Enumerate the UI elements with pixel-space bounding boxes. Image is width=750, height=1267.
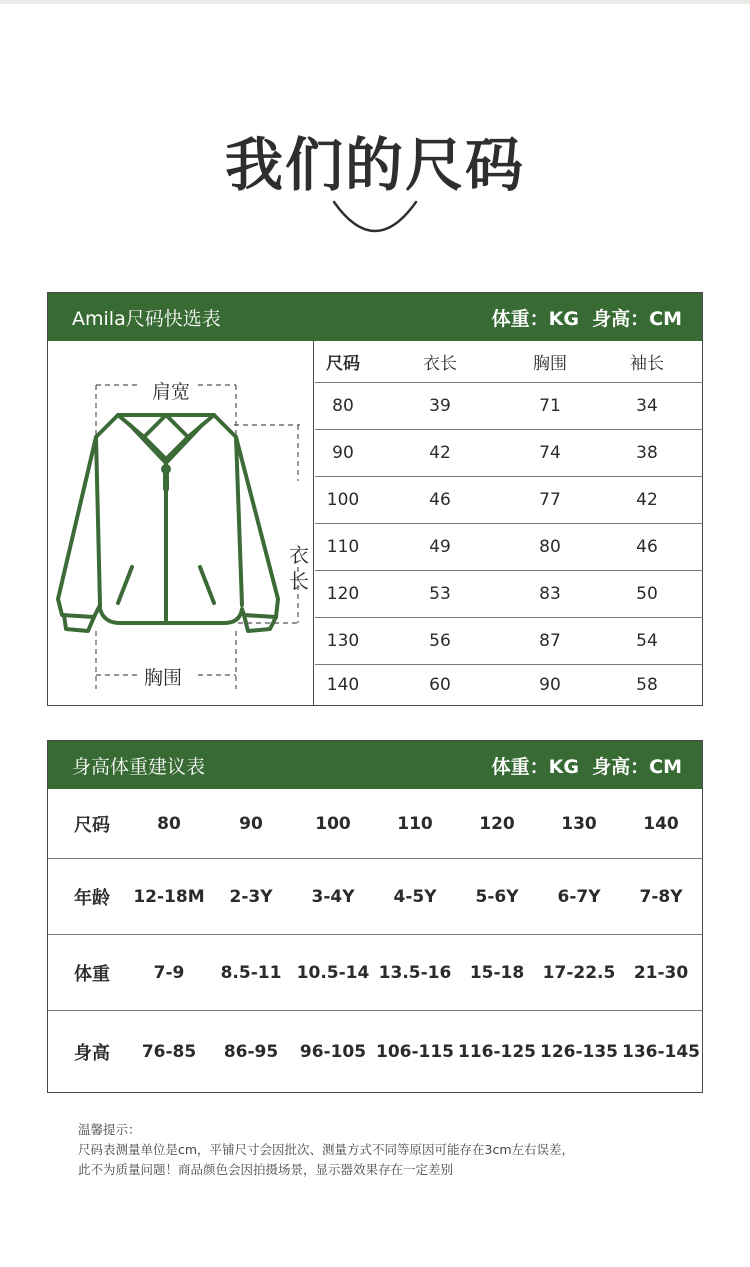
cell-length: 46 — [429, 490, 451, 510]
page-title: 我们的尺码 — [224, 131, 525, 199]
row-label: 体重 — [74, 963, 110, 985]
table-row — [315, 383, 703, 430]
col-size: 尺码 — [326, 354, 360, 374]
cell-value: 116-125 — [457, 1041, 537, 1062]
table-row — [315, 618, 703, 665]
cell-value: 8.5-11 — [220, 962, 282, 983]
cell-sleeve: 42 — [636, 490, 658, 510]
table-row — [48, 935, 702, 1011]
cell-size: 100 — [326, 490, 360, 510]
cell-sleeve: 58 — [636, 675, 658, 695]
suggest-table-title: 身高体重建议表 — [72, 755, 206, 778]
tips-heading: 温馨提示： — [78, 1122, 141, 1137]
cell-value: 140 — [643, 813, 679, 834]
cell-value: 12-18M — [133, 886, 205, 907]
col-chest: 胸围 — [533, 354, 567, 374]
tips-line-2: 此不为质量问题！商品颜色会因拍摄场景，显示器效果存在一定差别 — [78, 1162, 454, 1177]
cell-sleeve: 50 — [636, 584, 658, 604]
cell-chest: 83 — [539, 584, 561, 604]
length-label-2: 长 — [289, 569, 309, 593]
cell-value: 17-22.5 — [542, 962, 616, 983]
row-label: 身高 — [74, 1042, 110, 1064]
cell-length: 56 — [429, 631, 451, 651]
shoulder-label: 肩宽 — [152, 381, 191, 403]
cell-chest: 74 — [539, 443, 561, 463]
table-row — [48, 789, 702, 859]
quick-table-header — [48, 293, 702, 341]
cell-chest: 77 — [539, 490, 561, 510]
cell-value: 80 — [157, 813, 181, 834]
cell-value: 10.5-14 — [296, 962, 370, 983]
table-row — [315, 571, 703, 618]
height-weight-table — [47, 740, 703, 1093]
cell-value: 5-6Y — [475, 886, 519, 907]
cell-value: 13.5-16 — [378, 962, 452, 983]
cell-size: 130 — [326, 631, 360, 651]
tips-line-1: 尺码表测量单位是cm，平铺尺寸会因批次、测量方式不同等原因可能存在3cm左右误差， — [78, 1142, 575, 1157]
tips-note — [78, 1120, 574, 1180]
size-quick-table — [47, 292, 703, 706]
top-divider — [0, 0, 750, 4]
cell-length: 60 — [429, 675, 451, 695]
cell-value: 130 — [561, 813, 597, 834]
suggest-table-header — [48, 741, 702, 789]
cell-value: 4-5Y — [393, 886, 437, 907]
cell-value: 3-4Y — [311, 886, 355, 907]
cell-value: 106-115 — [375, 1041, 455, 1062]
cell-value: 100 — [315, 813, 351, 834]
length-label-1: 衣 — [289, 543, 309, 567]
cell-value: 7-8Y — [639, 886, 683, 907]
cell-value: 76-85 — [141, 1041, 197, 1062]
jacket-diagram — [48, 341, 314, 705]
suggest-table-units: 体重：KG 身高：CM — [491, 755, 682, 778]
cell-size: 90 — [332, 443, 354, 463]
cell-size: 140 — [326, 675, 360, 695]
chest-label: 胸围 — [144, 667, 183, 689]
cell-chest: 71 — [539, 396, 561, 416]
cell-length: 49 — [429, 537, 451, 557]
cell-length: 53 — [429, 584, 451, 604]
row-label: 尺码 — [74, 814, 110, 836]
quick-table-units: 体重：KG 身高：CM — [491, 307, 682, 330]
cell-value: 86-95 — [223, 1041, 279, 1062]
table-row — [315, 477, 703, 524]
row-label: 年龄 — [74, 887, 110, 909]
cell-sleeve: 46 — [636, 537, 658, 557]
cell-sleeve: 38 — [636, 443, 658, 463]
table-row — [48, 1011, 702, 1092]
quick-table-head-row — [315, 341, 703, 383]
cell-value: 120 — [479, 813, 515, 834]
cell-value: 2-3Y — [229, 886, 273, 907]
cell-size: 80 — [332, 396, 354, 416]
table-row — [315, 430, 703, 477]
cell-size: 120 — [326, 584, 360, 604]
cell-sleeve: 34 — [636, 396, 658, 416]
cell-length: 39 — [429, 396, 451, 416]
smile-curve-icon — [330, 196, 420, 240]
cell-chest: 90 — [539, 675, 561, 695]
cell-value: 96-105 — [299, 1041, 367, 1062]
cell-value: 7-9 — [153, 962, 185, 983]
cell-value: 6-7Y — [557, 886, 601, 907]
cell-value: 15-18 — [469, 962, 525, 983]
cell-chest: 80 — [539, 537, 561, 557]
cell-length: 42 — [429, 443, 451, 463]
cell-value: 90 — [239, 813, 263, 834]
cell-chest: 87 — [539, 631, 561, 651]
cell-value: 136-145 — [621, 1041, 701, 1062]
table-row — [315, 665, 703, 705]
cell-value: 110 — [397, 813, 433, 834]
quick-table-grid — [315, 341, 703, 705]
cell-size: 110 — [326, 537, 360, 557]
col-length: 衣长 — [423, 354, 457, 374]
cell-value: 126-135 — [539, 1041, 619, 1062]
table-row — [315, 524, 703, 571]
table-row — [48, 859, 702, 935]
cell-value: 21-30 — [633, 962, 689, 983]
cell-sleeve: 54 — [636, 631, 658, 651]
col-sleeve: 袖长 — [630, 354, 664, 374]
quick-table-title: Amila尺码快选表 — [72, 307, 221, 330]
